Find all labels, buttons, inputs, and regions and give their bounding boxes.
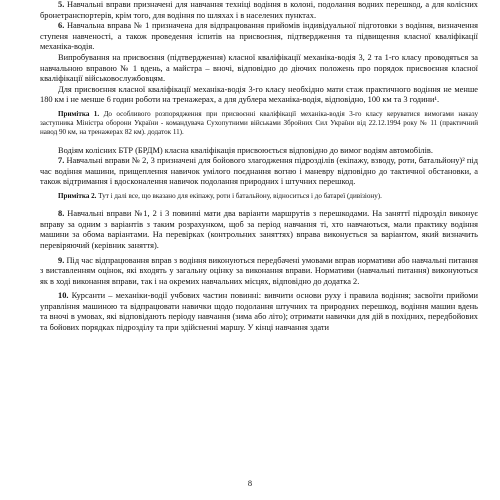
paragraph-10	[40, 291, 478, 333]
paragraph-8	[40, 209, 478, 251]
note-label: Примітка 1.	[58, 109, 100, 118]
paragraph-6-testing	[40, 53, 478, 85]
paragraph-wheeled-btr	[40, 146, 478, 157]
paragraph-text: Випробування на присвоєння (підтвердження) класної кваліфікації механіка-водія 3, 2 та 1-го класу проводяться за навчальною вправою № 1 вдень, а майстра – вночі, відповідно до діючих положень про порядок присвоєння класної кваліфікації військовослужбовцям.	[40, 52, 478, 84]
paragraph-text: Водіям колісних БТР (БРДМ) класна кваліфікація присвоюється відповідно до вимог водіям автомобілів.	[58, 145, 433, 155]
paragraph-number: 6.	[58, 21, 65, 31]
paragraph-6	[40, 21, 478, 53]
note-text: Тут і далі все, що вказано для екіпажу, роти і батальйону, відноситься і до батареї (дивізіону).	[96, 191, 382, 200]
paragraph-number: 9.	[58, 255, 65, 265]
paragraph-number: 7.	[58, 156, 65, 166]
paragraph-6-requirements	[40, 85, 478, 106]
note-1	[40, 110, 478, 138]
document-body	[40, 0, 478, 334]
paragraph-text: Навчальні вправи призначені для навчання техніці водіння в колоні, подолання водних перешкод, а для колісних бронетранспортерів, крім того, для водіння по шляхах і в населених пунктах.	[40, 0, 478, 20]
paragraph-number: 8.	[58, 209, 65, 219]
paragraph-number: 5.	[58, 0, 65, 9]
paragraph-text: Під час відпрацювання вправ з водіння виконуються передбачені умовами вправ нормативи або навчальні питання з виставленням оцінок, які входять у загальну оцінку за виконання вправи. Нормативи (навчальні питання) виконуються як в ході виконання вправи, так і на окремих навчальних місцях, відповідно до додатка 2.	[40, 255, 478, 286]
paragraph-text: Навчальні вправи № 2, 3 призначені для бойового злагодження підрозділів (екіпажу, взводу, роти, батальйону)² під час водіння машини, прищеплення навичок умілого поєднання вогню і маневру відповідно до тактичної обстановки, а також відтримання і вдосконалення навичок подолання природних і штучних перешкод.	[40, 156, 478, 187]
paragraph-text: Курсанти – механіки-водії учбових частин повинні: вивчити основи руху і правила водіння; засвоїти прийоми управління машиною та відпрацювати навички щодо подолання штучних та природних перешкод, водіння машин вдень та вночі в умовах, які відповідають періоду навчання (зима або літо); отримати навички для дій в похідних, передбойових та бойових порядках підрозділу та при здійсненні маршу. У кінці навчання здати	[40, 291, 478, 333]
paragraph-text: Навчальна вправа № 1 призначена для відпрацювання прийомів індивідуальної підготовки з водіння, визначення ступеня навченості, а також проведення іспитів на присвоєння, підтвердження та підвищення класної кваліфікації механіка-водія.	[40, 21, 478, 52]
note-2	[40, 192, 478, 201]
paragraph-number: 10.	[58, 291, 69, 301]
paragraph-text: Навчальні вправи №1, 2 і 3 повинні мати два варіанти маршрутів з перешкодами. На заняттї підрозділ виконує вправу за одним з варіантів з таким розрахунком, щоб за період навчання ті, хто навчаються, мали практику водіння машини за обома варіантами. На перевірках (контрольних заняттях) вправа виконується за варіантом, який визначить перевіряючий (керівник заняття).	[40, 209, 478, 250]
note-text: До особливого розпорядження при присвоєнні кваліфікації механіка-водія 3-го класу керуватися вимогами наказу заступника Міністра оборони України - командувача Сухопутними військами Збройних Сил України від 22.12.1994 року № 11 (практичний навод 90 км, на тренажерах 82 км). додаток 11).	[40, 109, 478, 137]
paragraph-9	[40, 256, 478, 288]
note-label: Примітка 2.	[58, 191, 97, 200]
paragraph-text: Для присвоєння класної кваліфікації механіка-водія 3-го класу необхідно мати стаж практичного водіння не менше 180 км і не менше 6 годин роботи на тренажерах, а для дублера механіка-водія, відповідно, 100 км та 3 години¹.	[40, 84, 478, 105]
paragraph-5	[40, 0, 478, 21]
page-number: 8	[247, 479, 253, 488]
paragraph-7	[40, 156, 478, 188]
